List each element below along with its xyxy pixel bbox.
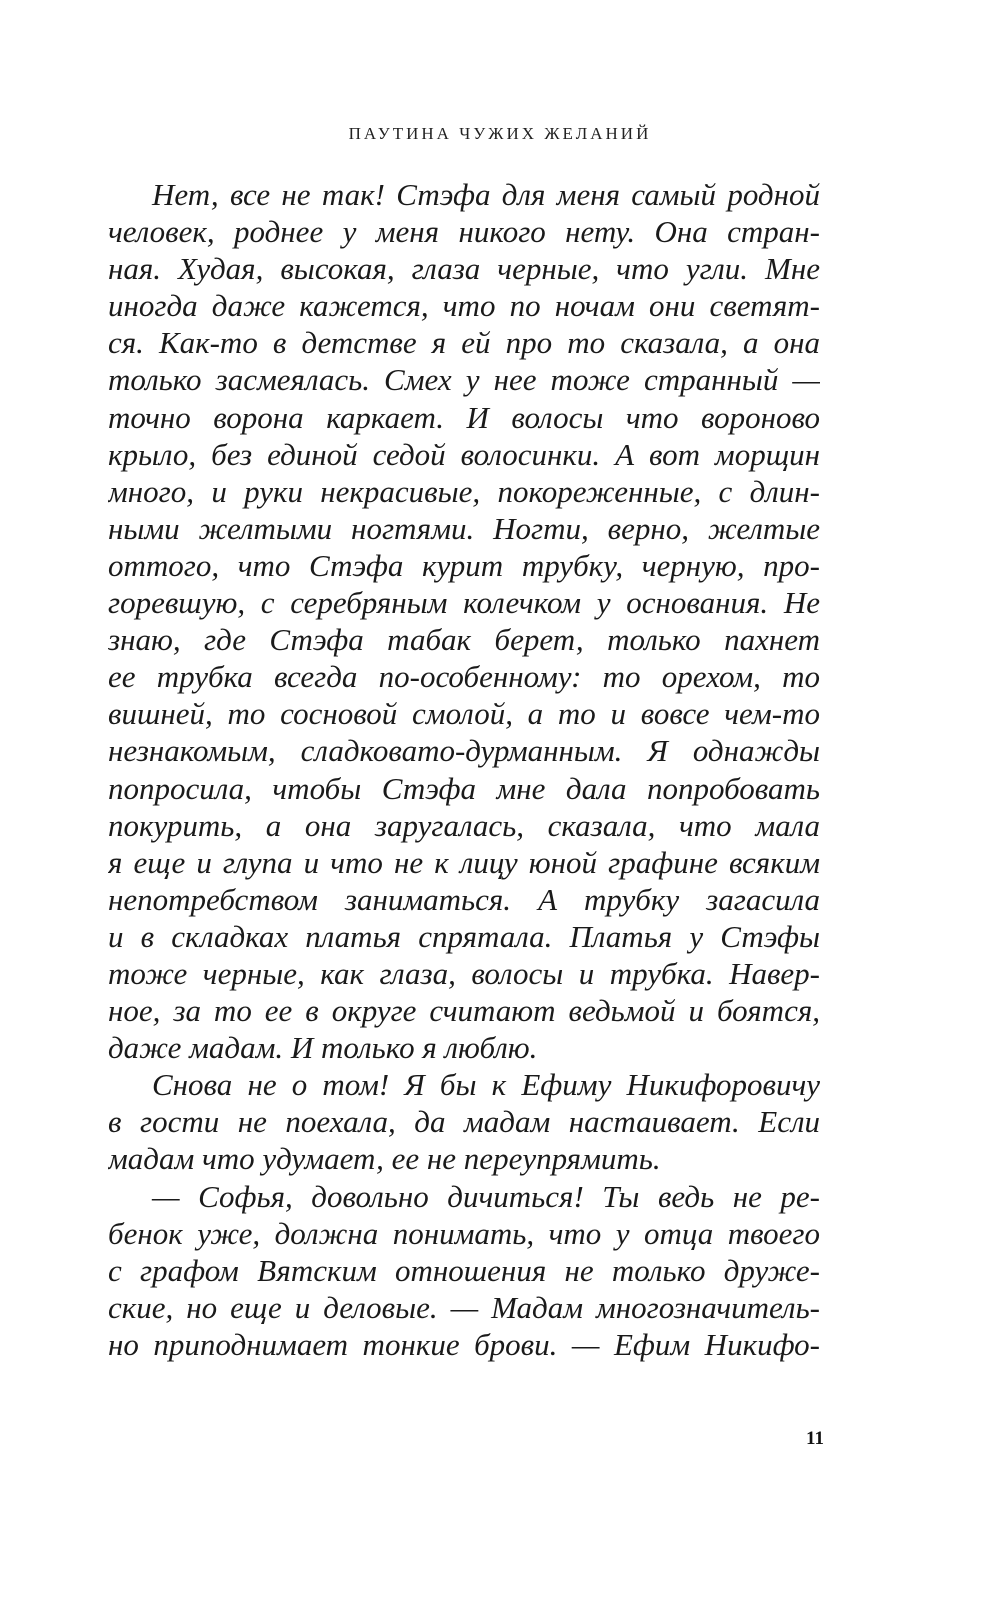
text-line: и в складках платья спрятала. Платья у Стэфы — [108, 918, 820, 954]
text-line: попросила, чтобы Стэфа мне дала попробовать — [108, 770, 820, 806]
text-line: ными желтыми ногтями. Ногти, верно, желтые — [108, 510, 820, 546]
text-line: я еще и глупа и что не к лицу юной графине всяким — [108, 844, 820, 880]
text-line: в гости не поехала, да мадам настаивает. Если — [108, 1104, 820, 1140]
text-line: вишней, то сосновой смолой, а то и вовсе чем-то — [108, 696, 820, 732]
text-line: ное, за то ее в округе считают ведьмой и боятся, — [108, 993, 820, 1029]
text-line: незнакомым, сладковато-дурманным. Я однажды — [108, 733, 820, 769]
text-line: знаю, где Стэфа табак берет, только пахнет — [108, 622, 820, 658]
text-line: точно ворона каркает. И волосы что вороново — [108, 399, 820, 435]
text-line: Снова не о том! Я бы к Ефиму Никифоровичу — [152, 1067, 820, 1103]
text-line: с графом Вятским отношения не только друже- — [108, 1252, 820, 1288]
text-line: покурить, а она заругалась, сказала, что мала — [108, 807, 820, 843]
text-line: мадам что удумает, ее не переупрямить. — [108, 1141, 661, 1177]
text-line: горевшую, с серебряным колечком у основания. Не — [108, 585, 820, 621]
page-number: 11 — [806, 1428, 824, 1449]
body-text — [108, 176, 820, 1363]
text-line: даже мадам. И только я люблю. — [108, 1030, 538, 1066]
text-line: ские, но еще и деловые. — Мадам многозначитель- — [108, 1289, 820, 1325]
text-line: ся. Как-то в детстве я ей про то сказала, а она — [108, 325, 820, 361]
text-line: но приподнимает тонкие брови. — Ефим Никифо- — [108, 1326, 820, 1362]
text-line: Нет, все не так! Стэфа для меня самый родной — [152, 177, 820, 212]
text-line: только засмеялась. Смех у нее тоже странный — — [108, 362, 820, 398]
running-header: ПАУТИНА ЧУЖИХ ЖЕЛАНИЙ — [348, 124, 652, 143]
text-line: непотребством заниматься. А трубку загасила — [108, 881, 820, 917]
text-line: оттого, что Стэфа курит трубку, черную, про- — [108, 547, 820, 583]
text-line: ее трубка всегда по-особенному: то орехом, то — [108, 659, 820, 695]
text-line: — Софья, довольно дичиться! Ты ведь не ре- — [152, 1178, 820, 1214]
text-line: тоже черные, как глаза, волосы и трубка. Навер- — [108, 955, 820, 991]
text-line: крыло, без единой седой волосинки. А вот морщин — [108, 436, 820, 472]
text-line: ная. Худая, высокая, глаза черные, что угли. Мне — [108, 251, 820, 287]
text-line: бенок уже, должна понимать, что у отца твоего — [108, 1215, 820, 1251]
text-line: человек, роднее у меня никого нету. Она стран- — [108, 214, 820, 250]
text-line: иногда даже кажется, что по ночам они светят- — [108, 288, 820, 324]
text-line: много, и руки некрасивые, покореженные, с длин- — [108, 473, 820, 509]
